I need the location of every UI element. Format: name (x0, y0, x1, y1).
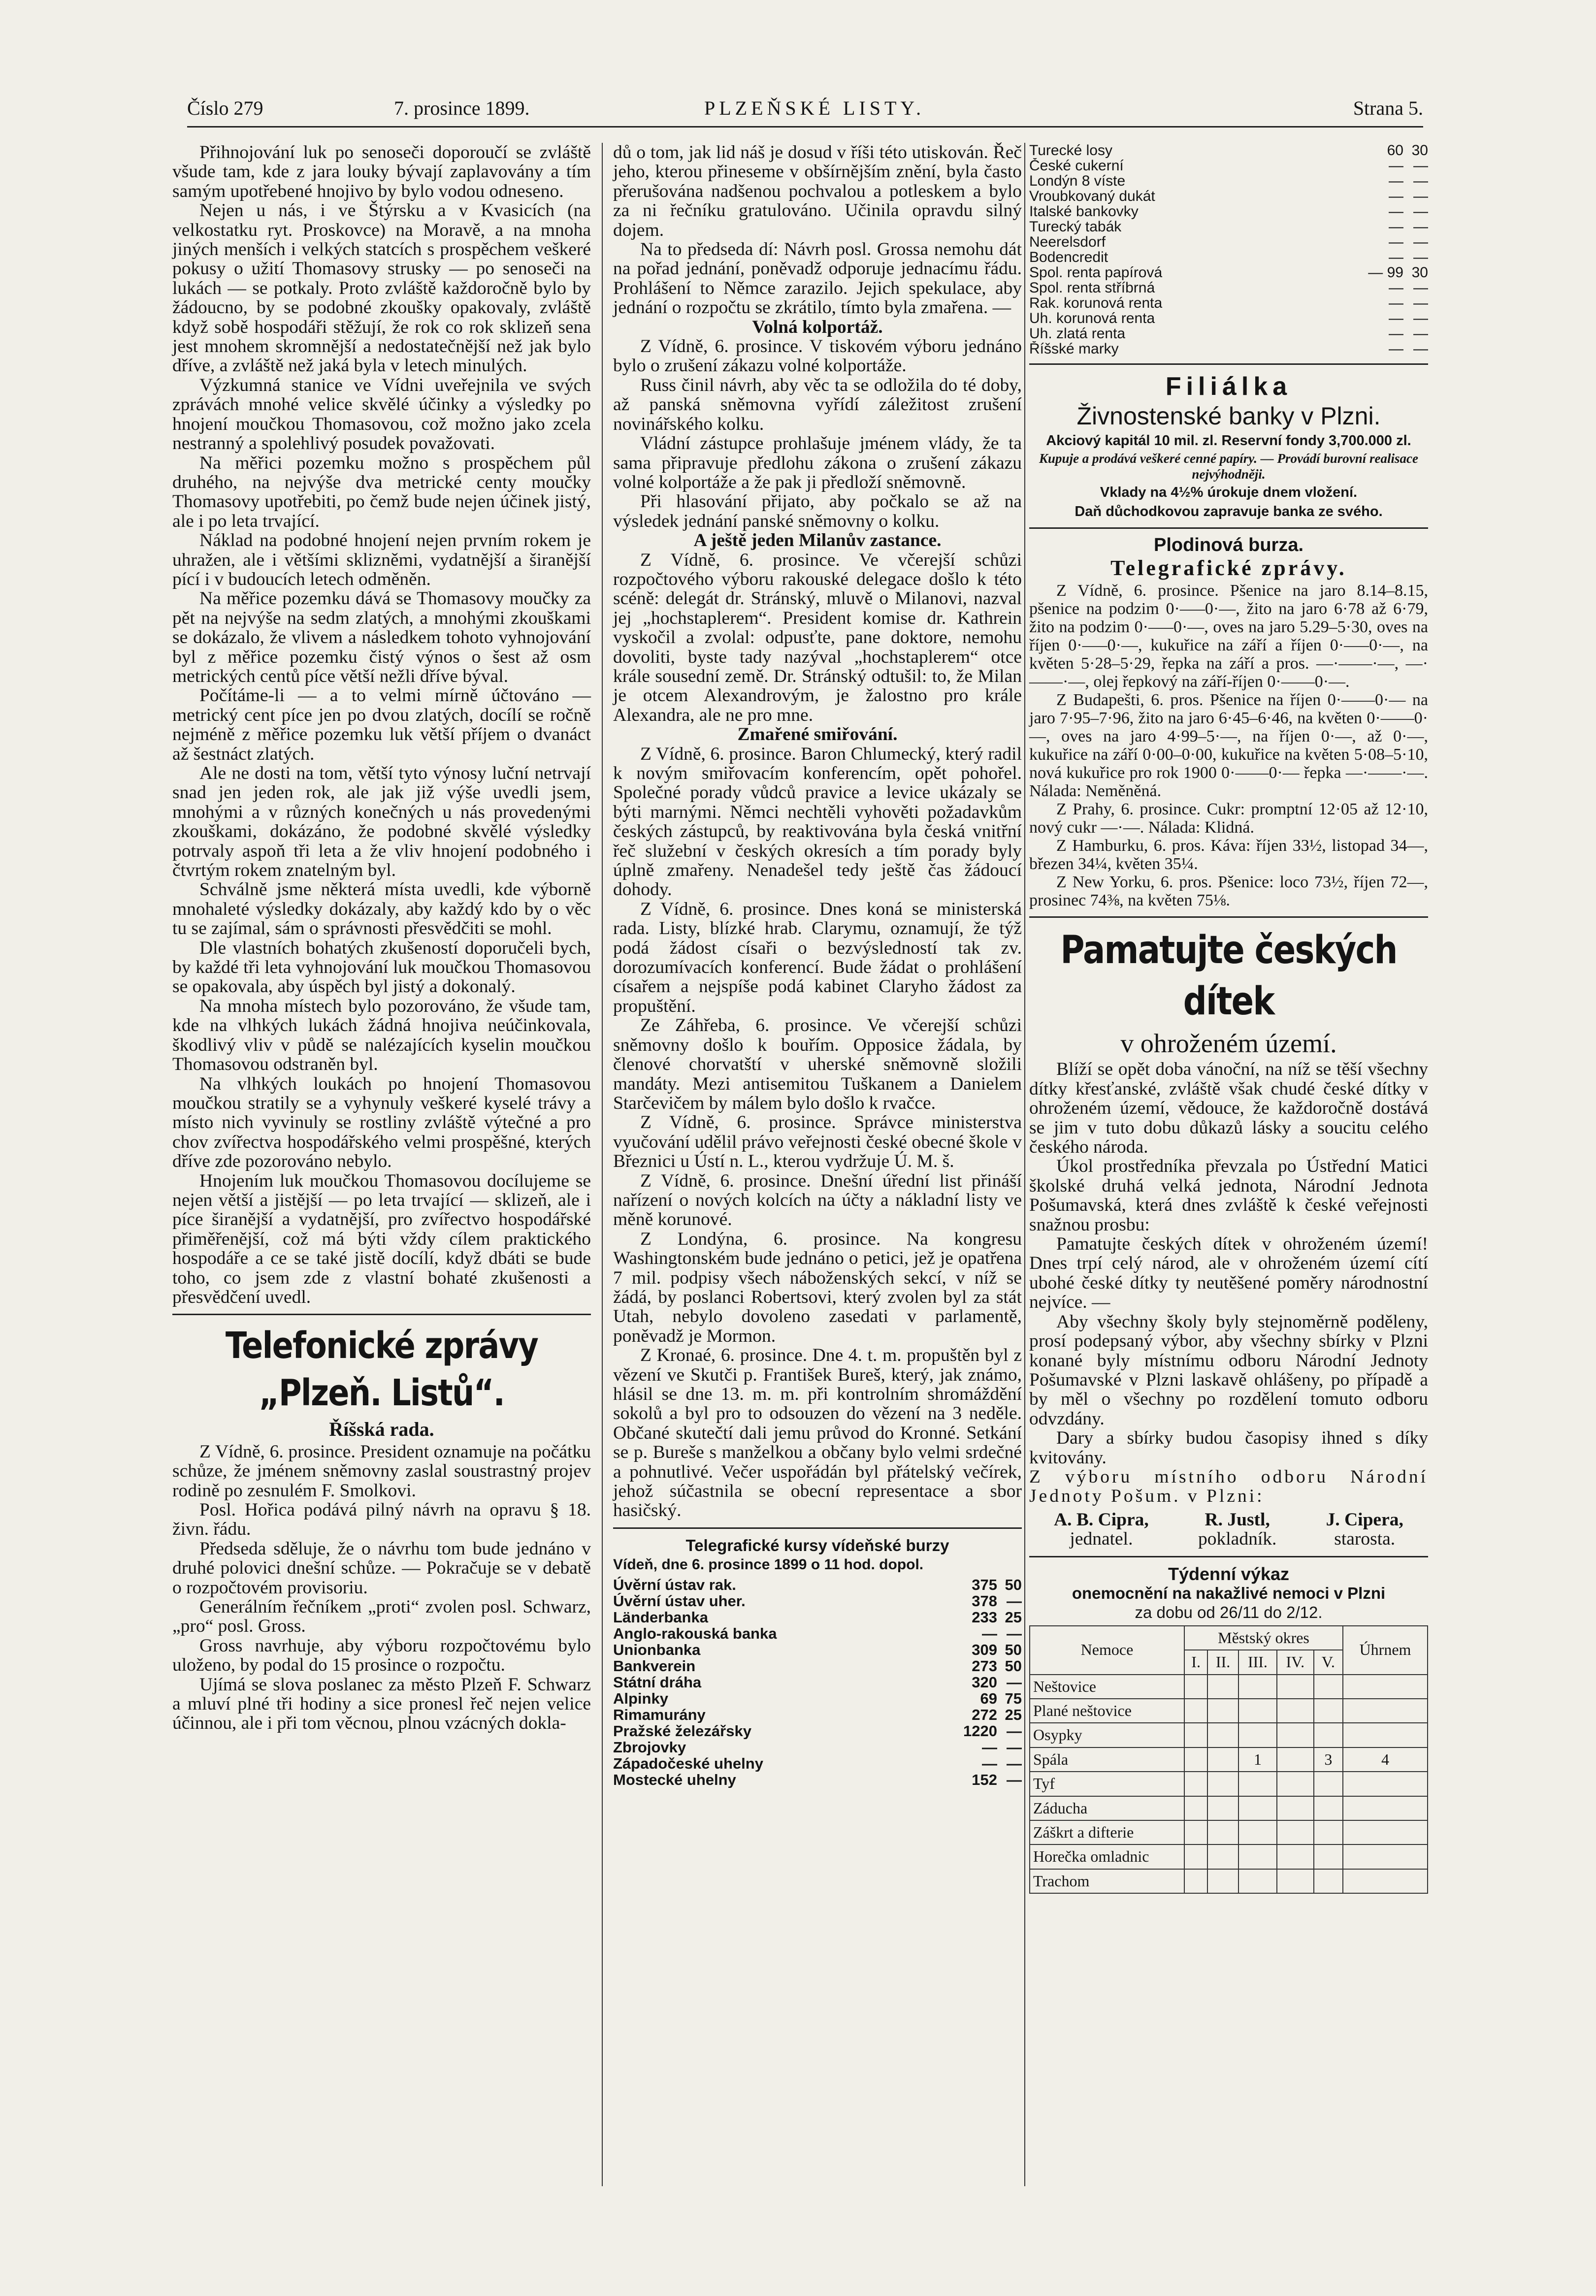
rate-value: — (1389, 341, 1403, 357)
rate-name: Rak. korunová renta (1029, 295, 1163, 311)
disease-name: Plané neštovice (1030, 1699, 1184, 1723)
appeal-paragraph: Pamatujte českých dítek v ohroženém území! Dnes trpí celý národ, ale v ohroženém území cítí ubohé české dítky ty neutěšené poměry národnostní nejvíce. — (1029, 1234, 1428, 1313)
table-row (1030, 1675, 1428, 1699)
rate-value: — (982, 1738, 997, 1756)
rate-value: 1220 (963, 1722, 997, 1740)
burza-report: Z Budapešti, 6. pros. Pšenice na říjen 0·——0·— na jaro 7·95–7·96, žito na jaro 6·45–6·46, na květen 0·——0·—, oves na jaro 4·99–5·—, na říjen 0·—, až 0·—, kukuřice na září 0·00–0·00, kukuřice na květen 5·08–5·10, nová kukuřice pro rok 1900 0·——0·— řepka —·——·—. Nálada: Neměněná. (1029, 691, 1428, 801)
rate-value: 272 (972, 1706, 997, 1723)
case-count (1238, 1772, 1277, 1796)
filialka-services: Kupuje a prodává veškeré cenné papíry. — Provádí burovní realisace nejvýhodněji. (1039, 451, 1418, 482)
epidemic-title: Týdenní výkaz (1168, 1563, 1290, 1584)
district-column: III. (1238, 1650, 1277, 1674)
article-paragraph: Nejen u nás, i ve Štýrsku a v Kvasicích (na velkostatku ryt. Proskovce) na Moravě, a na mnoha jiných menších i velkých statcích s prospěchem veškeré pokusy o užití Thomasovy strusky — po senoseči na lukách — se potkaly. Proto zvláště každoročně bylo by žádoucno, by se podobné zkoušky opakovaly, zvláště když sobě hospodáři stěžují, že rok co rok sklizeň sena jest mnohem skromnější a nedostatečnější než jak bylo dříve, a zvláště než jaká byla v letech minulých. (172, 200, 591, 376)
rate-value: — (982, 1624, 997, 1642)
rate-cents: — (1413, 173, 1428, 189)
column-right (1029, 143, 1428, 1894)
disease-name: Záškrt a difterie (1030, 1820, 1184, 1844)
case-count (1277, 1844, 1314, 1869)
disease-name: Spála (1030, 1747, 1184, 1772)
news-item: Generálním řečníkem „proti“ zvolen posl. Schwarz, „pro“ posl. Gross. (172, 1597, 591, 1637)
disease-name: Trachom (1030, 1869, 1184, 1893)
rate-cents: — (1007, 1592, 1022, 1610)
rate-cents: — (1413, 249, 1428, 265)
rate-cents: 50 (1005, 1641, 1022, 1658)
case-count (1314, 1675, 1343, 1699)
case-count (1277, 1796, 1314, 1820)
news-item: Z Vídně, 6. prosince. Ve včerejší schůzi rozpočtového výboru rakouské delegace došlo k této scéně: delegát dr. Stránský, mluvě o Milanovi, nazval jej „hochstaplerem“. President komise dr. Kathrein vyskočil a zvolal: odpusťte, pane doktore, nemohu dovoliti, byste tady nazýval „hochstaplerem“ otce krále sousední země. Dr. Stránský odtušil: to, že Milan je otcem Alexandrovým, je žalostno pro krále Alexandra, ale ne pro mne. (613, 550, 1022, 725)
rate-name: Říšské marky (1029, 341, 1119, 356)
rate-value: 378 (972, 1592, 997, 1610)
rate-cents: 25 (1005, 1706, 1022, 1723)
section-divider (1029, 527, 1428, 529)
case-count (1238, 1869, 1277, 1893)
news-item: Z Vídně, 6. prosince. Baron Chlumecký, který radil k novým smiřovacím konferencím, opět pohořel. Společné porady vůdců pravice a levice ukázaly se býti marnými. Němci nechtěli vyhověti požadavkům českých zástupců, by reaktivována byla česká vnitřní řeč služební v českých okresích a tím porady byly úplně zmařeny. Nenadešel tedy ještě čas žádoucí dohody. (613, 744, 1022, 900)
rate-row (1029, 311, 1428, 326)
article-paragraph: Přihnojování luk po senoseči doporoučí se zvláště všude tam, kde z jara louky bývají zaplavovány a tím samým upotřebené hnojivo by bylo vodou odneseno. (172, 142, 591, 201)
page-number: Strana 5. (1353, 97, 1423, 119)
epidemic-table (1029, 1625, 1428, 1894)
news-item: Vládní zástupce prohlašuje jménem vlády, že ta sama připravuje předlohu zákona o zrušení zákazu volné kolportáže a že pak ji předloží sněmovně. (613, 433, 1022, 492)
section-title: Telefonické zprávy „Plzeň. Listů“. (225, 1325, 538, 1415)
section-divider (172, 1314, 591, 1315)
column-rule (1024, 143, 1025, 2186)
news-item: Z Kronaé, 6. prosince. Dne 4. t. m. propuštěn byl z vězení ve Skutči p. František Bureš, který, jak známo, hlásil se dne 13. m. m. při kontrolním shromáždění sokolů a byl pro to odsouzen do vězení na 3 neděle. Občané skutečtí dali jemu průvod do Kronné. Setkání se p. Bureše s manželkou a občany bylo velmi srdečné a pohnutlivé. Večer uspořádán byl přátelský večírek, jehož súčastnila se obecní representace a sbor hasičský. (613, 1345, 1022, 1521)
district-column: I. (1184, 1650, 1207, 1674)
filialka-title: Filiálka (1165, 372, 1292, 401)
burza-title: Plodinová burza. (1153, 535, 1304, 555)
rate-row (1029, 234, 1428, 250)
case-count (1207, 1869, 1238, 1893)
rate-row (1029, 341, 1428, 356)
news-item: dů o tom, jak lid náš je dosud v říši této utiskován. Řeč jeho, kterou přineseme v obšírnějším znění, byla často přerušována nadšenou pochvalou a potleskem a bylo za ni řečníku gratulováno. Učinila opravdu silný dojem. (613, 142, 1022, 240)
news-item: Z Vídně, 6. prosince. Dnes koná se ministerská rada. Listy, blízké hrab. Clarymu, oznamují, že týž podá žádost císaři o bezvýsledností tak zv. dorozumívacích konferencí. Bude žádat o prohlášení císařem a nejspíše podá kabinet Claryho žádost za propuštění. (613, 899, 1022, 1016)
rate-row (1029, 158, 1428, 173)
rate-cents: — (1007, 1673, 1022, 1691)
rate-cents: — (1413, 234, 1428, 250)
case-total (1343, 1869, 1428, 1893)
burza-report: Z New Yorku, 6. pros. Pšenice: loco 73½, říjen 72—, prosinec 74⅜, na květen 75⅛. (1029, 873, 1428, 910)
case-count (1314, 1820, 1343, 1844)
rate-cents: 50 (1005, 1576, 1022, 1593)
rate-name: Státní dráha (613, 1674, 702, 1690)
rate-name: Unionbanka (613, 1641, 701, 1658)
column-left (172, 143, 591, 1733)
rate-row (613, 1609, 1022, 1625)
rate-cents: — (1007, 1754, 1022, 1772)
rate-row (1029, 295, 1428, 311)
case-count (1277, 1723, 1314, 1747)
case-count (1184, 1844, 1207, 1869)
case-total (1343, 1723, 1428, 1747)
case-count (1314, 1772, 1343, 1796)
table-row (1030, 1796, 1428, 1820)
case-total (1343, 1772, 1428, 1796)
case-count (1207, 1844, 1238, 1869)
news-item: Z Vídně, 6. prosince. Správce ministerstva vyučování udělil právo veřejnosti české obecné škole v Březnici u Ústí n. L., kterou vydržuje Ú. M. š. (613, 1112, 1022, 1172)
news-item: Ujímá se slova poslanec za město Plzeň F. Schwarz a mluví plné tři hodiny a sice pronesl řeč nejen velice účinnou, ale i při tom věcnou, plnou vzácných dokla- (172, 1674, 591, 1734)
case-count (1277, 1772, 1314, 1796)
article-paragraph: Schválně jsme některá místa uvedli, kde výborně mnohaleté výsledky dokázaly, aby každý kdo by o věc tu se zajímal, sám o správnosti přesvědčiti se mohl. (172, 879, 591, 939)
case-count (1207, 1675, 1238, 1699)
case-count (1238, 1675, 1277, 1699)
case-count (1184, 1820, 1207, 1844)
rate-name: Uh. zlatá renta (1029, 326, 1126, 341)
news-heading: Volná kolportáž. (752, 317, 883, 337)
appeal-paragraph: Dary a sbírky budou časopisy ihned s díky kvitovány. (1029, 1428, 1428, 1468)
rate-cents: 75 (1005, 1689, 1022, 1707)
rate-row (1029, 173, 1428, 189)
rate-value: — (1389, 234, 1403, 250)
rate-cents: — (1007, 1624, 1022, 1642)
rate-cents: — (1007, 1771, 1022, 1788)
signatory: A. B. Cipra, jednatel. (1054, 1509, 1149, 1550)
article-paragraph: Dle vlastních bohatých zkušeností doporučeli bych, by každé tři leta vyhnojování luk moučkou Thomasovou se opakovala, aby úspěch byl jistý a dokonalý. (172, 938, 591, 997)
case-count (1238, 1844, 1277, 1869)
rate-cents: — (1413, 203, 1428, 220)
rate-row (1029, 250, 1428, 265)
case-count (1314, 1796, 1343, 1820)
article-paragraph: Náklad na podobné hnojení nejen prvním rokem je uhražen, ale i většími sklizněmi, vydatnější a širanější pící i v budoucích letech odměněn. (172, 530, 591, 589)
rate-cents: — (1413, 280, 1428, 296)
district-column: II. (1207, 1650, 1238, 1674)
kursy-list (613, 1577, 1022, 1788)
signatory: R. Justl, pokladník. (1198, 1509, 1277, 1550)
news-item: Z Vídně, 6. prosince. President oznamuje na počátku schůze, že jménem sněmovny zaslal soustrastný projev rodině po zesnulém F. Smolkovi. (172, 1441, 591, 1501)
rate-value: — (1389, 325, 1403, 342)
rate-row (613, 1772, 1022, 1788)
rate-name: Vroubkovaný dukát (1029, 189, 1155, 204)
case-count (1207, 1772, 1238, 1796)
news-item: Při hlasování přijato, aby počkalo se až na výsledek jednání panské sněmovny o kolku. (613, 491, 1022, 531)
rate-cents: 25 (1005, 1608, 1022, 1626)
disease-name: Osypky (1030, 1723, 1184, 1747)
case-count (1184, 1675, 1207, 1699)
case-count (1184, 1796, 1207, 1820)
rate-row (613, 1642, 1022, 1658)
rate-name: Italské bankovky (1029, 204, 1139, 219)
filialka-tax: Daň důchodkovou zapravuje banka ze svého. (1075, 504, 1383, 519)
rate-name: Mostecké uhelny (613, 1771, 736, 1788)
article-paragraph: Na vlhkých loukách po hnojení Thomasovou moučkou stratily se a vyhynuly veškeré kyselé trávy a místo nich vyvinuly se rostliny zvláště výtečné a pro chov zvířectva hospodářského velmi prospěšné, kterých dříve zde pozorováno nebylo. (172, 1073, 591, 1172)
rate-name: Anglo-rakouská banka (613, 1625, 777, 1642)
case-count (1207, 1796, 1238, 1820)
rate-cents: — (1413, 325, 1428, 342)
news-item: Z Londýna, 6. prosince. Na kongresu Washingtonském bude jednáno o petici, jež je opatřena 7 mil. podpisy všech náboženských sekcí, v níž se žádá, by poslanci Robertsovi, který zvolen byl za stát Utah, nebylo dovoleno zasedati v parlamentě, poněvadž je Mormon. (613, 1229, 1022, 1346)
burza-report: Z Prahy, 6. prosince. Cukr: promptní 12·05 až 12·10, nový cukr —·—. Nálada: Klidná. (1029, 800, 1428, 837)
rate-name: Turecký tabák (1029, 219, 1122, 234)
rate-value: — (982, 1754, 997, 1772)
rate-name: Zbrojovky (613, 1739, 686, 1755)
rate-row (613, 1723, 1022, 1739)
disease-name: Tyf (1030, 1772, 1184, 1796)
epidemic-subtitle: onemocnění na nakažlivé nemoci v Plzni (1072, 1584, 1386, 1602)
article-paragraph: Počítáme-li — a to velmi mírně účtováno — metrický cent píce jen po dvou zlatých, docílí se ročně nejméně z měřice pozemku luk větší příjem o dvanáct až šestnáct zlatých. (172, 685, 591, 764)
rate-name: Turecké losy (1029, 143, 1112, 158)
case-count (1184, 1772, 1207, 1796)
disease-name: Neštovice (1030, 1675, 1184, 1699)
header-district: Městský okres (1184, 1626, 1343, 1650)
news-item: Z Vídně, 6. prosince. V tiskovém výboru jednáno bylo o zrušení zákazu volné kolportáže. (613, 336, 1022, 376)
rate-cents: — (1413, 158, 1428, 174)
rate-value: 152 (972, 1771, 997, 1788)
rate-name: České cukerní (1029, 158, 1124, 173)
news-item: Gross navrhuje, aby výboru rozpočtovému bylo uloženo, by podal do 15 prosince o rozpočtu. (172, 1635, 591, 1676)
case-count (1207, 1723, 1238, 1747)
case-count (1184, 1747, 1207, 1772)
section-divider (1029, 916, 1428, 918)
rate-name: Uh. korunová renta (1029, 311, 1155, 326)
case-count: 1 (1238, 1747, 1277, 1772)
rate-row (613, 1690, 1022, 1707)
rate-name: Bankverein (613, 1657, 696, 1674)
case-count (1238, 1699, 1277, 1723)
case-count (1277, 1869, 1314, 1893)
case-count (1184, 1869, 1207, 1893)
rate-row (613, 1625, 1022, 1642)
signatories (1029, 1510, 1428, 1549)
table-row (1030, 1699, 1428, 1723)
rate-value: — (1389, 249, 1403, 265)
rate-value: — (1389, 188, 1403, 204)
case-count (1207, 1747, 1238, 1772)
rate-value: 60 (1387, 142, 1403, 159)
header-total: Úhrnem (1343, 1626, 1428, 1675)
article-paragraph: Na měřici pozemku možno s prospěchem půl druhého, na nejvýše dva metrické centy moučky Thomasovy upotřebiti, po čemž bude nejen účinek jistý, ale i po leta trvající. (172, 453, 591, 531)
rate-row (613, 1707, 1022, 1723)
rate-row (1029, 143, 1428, 158)
rate-value: — (1389, 295, 1403, 311)
rate-row (1029, 280, 1428, 295)
issue-date: 7. prosince 1899. (394, 97, 530, 119)
case-count (1184, 1723, 1207, 1747)
rate-value: — (1389, 158, 1403, 174)
losy-list (1029, 143, 1428, 356)
case-count (1207, 1699, 1238, 1723)
filialka-bank: Živnostenské banky v Plzni. (1076, 402, 1381, 430)
case-total (1343, 1796, 1428, 1820)
section-divider (613, 1527, 1022, 1529)
case-total (1343, 1820, 1428, 1844)
disease-name: Horečka omladnic (1030, 1844, 1184, 1869)
disease-name: Záducha (1030, 1796, 1184, 1820)
case-total (1343, 1844, 1428, 1869)
rate-name: Länderbanka (613, 1609, 708, 1625)
appeal-signoff: Z výboru místního odboru Národní Jednoty Pošum. v Plzni: (1029, 1466, 1428, 1507)
rate-row (613, 1658, 1022, 1674)
kursy-subtitle: Vídeň, dne 6. prosince 1899 o 11 hod. dopol. (613, 1556, 924, 1573)
case-count (1314, 1723, 1343, 1747)
rate-name: Úvěrní ústav uher. (613, 1592, 746, 1609)
rate-name: Alpinky (613, 1690, 668, 1707)
rate-name: Západočeské uhelny (613, 1755, 763, 1772)
filialka-deposits: Vklady na 4½% úrokuje dnem vložení. (1100, 485, 1358, 500)
rate-value: — (1389, 280, 1403, 296)
rate-row (1029, 265, 1428, 280)
section-subtitle: Říšská rada. (329, 1418, 434, 1441)
rate-cents: — (1413, 219, 1428, 235)
district-column: IV. (1277, 1650, 1314, 1674)
table-row (1030, 1844, 1428, 1869)
appeal-paragraph: Aby všechny školy byly stejnoměrně poděleny, prosí podepsaný výbor, aby všechny sbírky v Plzni konané byly místnímu odboru Národní Jednoty Pošumavské v Plzni laskavě ohlášeny, po případě a by měl o všechny po rozdělení tomuto odboru odvzdány. (1029, 1311, 1428, 1429)
appeal-subtitle: v ohroženém území. (1120, 1029, 1337, 1059)
rate-row (1029, 219, 1428, 234)
case-count (1277, 1699, 1314, 1723)
case-total (1343, 1675, 1428, 1699)
rate-row (1029, 204, 1428, 219)
rate-row (613, 1755, 1022, 1772)
masthead: PLZEŇSKÉ LISTY. (704, 97, 925, 119)
page-header (187, 97, 1423, 128)
rate-row (1029, 326, 1428, 341)
rate-value: — (1389, 173, 1403, 189)
rate-name: Bodencredit (1029, 250, 1108, 265)
header-disease: Nemoce (1030, 1626, 1184, 1675)
case-total (1343, 1699, 1428, 1723)
column-rule (602, 143, 603, 2186)
district-column: V. (1314, 1650, 1343, 1674)
news-item: Posl. Hořica podává pilný návrh na opravu § 18. živn. řádu. (172, 1500, 591, 1540)
rate-value: — (1389, 203, 1403, 220)
rate-value: 69 (980, 1689, 997, 1707)
rate-row (613, 1739, 1022, 1755)
news-item: Na to předseda dí: Návrh posl. Grossa nemohu dát na pořad jednání, poněvadž odporuje jednacímu řádu. Prohlášení to Němce zarazilo. Jejich spekulace, aby jednání o rozpočtu se zkrátilo, tímto byla zmařena. — (613, 239, 1022, 318)
column-middle (613, 143, 1022, 1788)
table-row (1030, 1723, 1428, 1747)
article-paragraph: Hnojením luk moučkou Thomasovou docílujeme se nejen větší a jistější — po leta trvající — sklizeň, ale i píce širanější a vydatnější, pro zvířectvo hospodářské přiměřenější, což má býti vždy cílem praktického hospodáře a ce se také jistě docílí, když dbáti se bude toho, co jsem zde z vlastní bohaté zkušenosti a přesvědčení uvedl. (172, 1170, 591, 1307)
case-count: 3 (1314, 1747, 1343, 1772)
appeal-paragraph: Úkol prostředníka převzala po Ústřední Matici školské druhá velká jednota, Národní Jednota Pošumavská, která dnes zvláště k české veřejnosti snažnou prosbu: (1029, 1156, 1428, 1235)
case-total: 4 (1343, 1747, 1428, 1772)
case-count (1277, 1747, 1314, 1772)
rate-value: 309 (972, 1641, 997, 1658)
rate-cents: — (1007, 1738, 1022, 1756)
case-count (1207, 1820, 1238, 1844)
case-count (1238, 1820, 1277, 1844)
rate-row (613, 1674, 1022, 1690)
table-row (1030, 1869, 1428, 1893)
case-count (1277, 1820, 1314, 1844)
rate-value: — (1389, 310, 1403, 326)
rate-cents: — (1413, 341, 1428, 357)
rate-name: Neerelsdorf (1029, 234, 1106, 250)
case-count (1314, 1699, 1343, 1723)
news-heading: A ještě jeden Milanův zastance. (693, 530, 942, 551)
rate-value: — 99 (1368, 264, 1403, 281)
rate-cents: — (1413, 310, 1428, 326)
case-count (1238, 1796, 1277, 1820)
section-divider (1029, 363, 1428, 365)
case-count (1238, 1723, 1277, 1747)
table-row (1030, 1772, 1428, 1796)
case-count (1277, 1675, 1314, 1699)
news-item: Předseda sděluje, že o návrhu tom bude jednáno v druhé polovici dnešní schůze. — Pokračuje se v debatě o rozpočtovém provisoriu. (172, 1538, 591, 1598)
rate-row (613, 1593, 1022, 1609)
article-paragraph: Výzkumná stanice ve Vídni uveřejnila ve svých zprávách mnohé velice skvělé účinky a výsledky po hnojení moučkou Thomasovou, což možno jako zcela nestranný a spolehlivý posudek považovati. (172, 375, 591, 454)
rate-cents: — (1413, 295, 1428, 311)
article-paragraph: Na mnoha místech bylo pozorováno, že všude tam, kde na vlhkých lukách žádná hnojiva neúčinkovala, škodlivý vliv v půdě se nalézajících kyselin moučkou Thomasovou odstraněn byl. (172, 996, 591, 1075)
rate-cents: 50 (1005, 1657, 1022, 1675)
article-paragraph: Ale ne dosti na tom, větší tyto výnosy luční netrvají snad jen jeden rok, ale jak již výše uvedli jsem, mnohými a v různých konečných u nás provedenými zkouškami, dokázáno, že podobné skvělé výsledky potrvaly aspoň tři leta a že vliv hnojení podobného i čtvrtým rokem znatelným byl. (172, 763, 591, 881)
rate-value: 233 (972, 1608, 997, 1626)
rate-value: 320 (972, 1673, 997, 1691)
rate-value: 273 (972, 1657, 997, 1675)
kursy-title: Telegrafické kursy vídeňské burzy (685, 1536, 949, 1554)
table-row (1030, 1747, 1428, 1772)
rate-cents: 30 (1411, 264, 1428, 281)
news-item: Russ činil návrh, aby věc ta se odložila do té doby, až panská sněmovna vyřídí záležitost zrušení novinářského kolku. (613, 375, 1022, 434)
news-item: Ze Záhřeba, 6. prosince. Ve včerejší schůzi sněmovny došlo k bouřím. Opposice žádala, by členové chorvatští v uherské sněmovně složili mandáty. Mezi antisemitou Tuškanem a Danielem Starčevičem by málem bylo došlo k rvačce. (613, 1015, 1022, 1113)
rate-cents: — (1007, 1722, 1022, 1740)
rate-name: Spol. renta papírová (1029, 265, 1163, 280)
burza-report: Z Vídně, 6. prosince. Pšenice na jaro 8.14–8.15, pšenice na podzim 0·—–0·—, žito na jaro 6·78 až 6·79, žito na podzim 0·—–0·—, oves na jaro 5.29–5·30, oves na říjen 0·—–0·—, kukuřice na září a říjen 0·—–0·—, na květen 5·28–5·29, řepka na září a pros. —·——·—, —·——·—, olej řepkový na září-říjen 0·——0·—. (1029, 582, 1428, 691)
news-heading: Zmařené smiřování. (737, 724, 898, 745)
section-divider (1029, 1556, 1428, 1557)
case-count (1314, 1844, 1343, 1869)
rate-cents: — (1413, 188, 1428, 204)
rate-value: — (1389, 219, 1403, 235)
rate-name: Rimamurány (613, 1706, 706, 1723)
appeal-title: Pamatujte českých dítek (1060, 928, 1397, 1024)
rate-name: Spol. renta stříbrná (1029, 280, 1155, 295)
burza-report: Z Hamburku, 6. pros. Káva: říjen 33½, listopad 34—, březen 34¼, květen 35¼. (1029, 837, 1428, 873)
news-item: Z Vídně, 6. prosince. Dnešní úřední list přináší nařízení o nových kolcích na účty a nákladní listy ve měně korunové. (613, 1170, 1022, 1230)
article-paragraph: Na měřice pozemku dává se Thomasovy moučky za pět na nejvýše na sedm zlatých, a mnohými zkouškami se dokázalo, že vlivem a následkem tohoto vyhnojování byl z měřice pozemku čistý výnos o šest až osm metrických centů píce větší nežli dříve býval. (172, 588, 591, 686)
rate-name: Londýn 8 víste (1029, 173, 1126, 189)
issue-number: Číslo 279 (187, 97, 263, 119)
rate-row (613, 1577, 1022, 1593)
rate-cents: 30 (1411, 142, 1428, 159)
case-count (1184, 1699, 1207, 1723)
case-count (1314, 1869, 1343, 1893)
filialka-capital: Akciový kapitál 10 mil. zl. Reservní fondy 3,700.000 zl. (1046, 433, 1411, 449)
appeal-paragraph: Blíží se opět doba vánoční, na níž se těší všechny dítky křesťanské, zvláště však chudé české dítky v ohroženém území, vědouce, že každoročně dostává se jim v tuto dobu důkazů lásky a soucitu celého českého národa. (1029, 1059, 1428, 1158)
rate-name: Pražské železářsky (613, 1722, 751, 1739)
table-row (1030, 1820, 1428, 1844)
burza-subtitle: Telegrafické zprávy. (1110, 556, 1347, 581)
epidemic-period: za dobu od 26/11 do 2/12. (1135, 1603, 1323, 1622)
signatory: J. Cipera, starosta. (1326, 1509, 1403, 1550)
rate-name: Úvěrní ústav rak. (613, 1576, 736, 1593)
rate-value: 375 (972, 1576, 997, 1593)
rate-row (1029, 189, 1428, 204)
